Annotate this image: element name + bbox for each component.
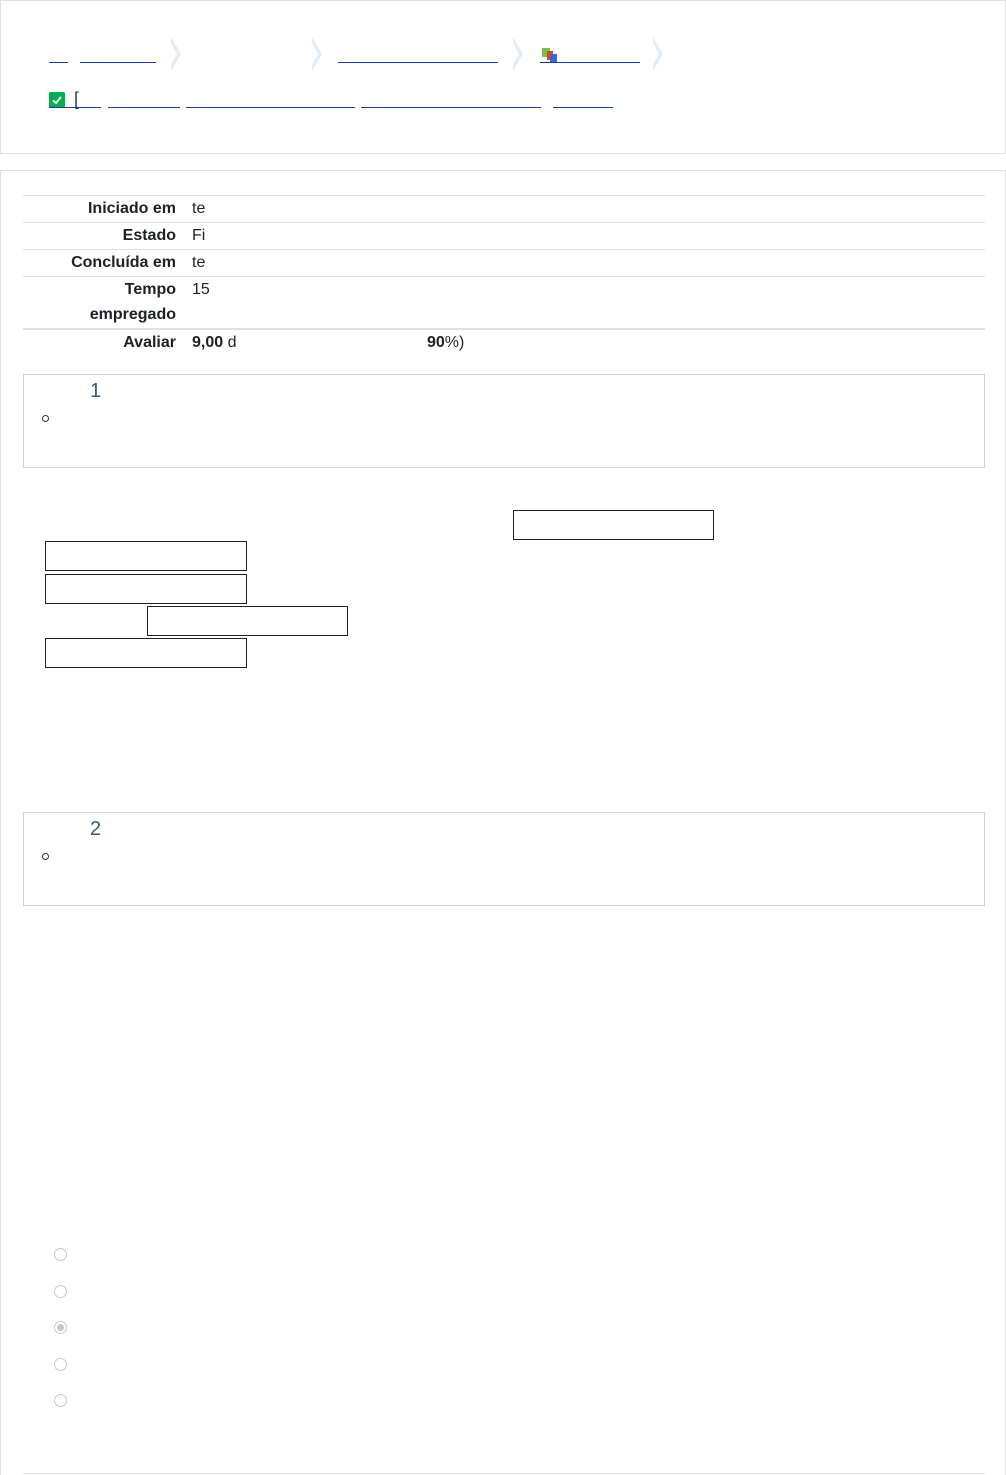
- summary-label-line: empregado: [89, 306, 176, 323]
- activity-link-2[interactable]: [186, 107, 355, 108]
- grade-percent-wrap: [427, 330, 464, 355]
- activity-link-4[interactable]: [553, 107, 613, 108]
- answer-blank-input[interactable]: [45, 574, 247, 604]
- summary-row-completed: [23, 249, 985, 276]
- answer-option-radio[interactable]: [54, 1285, 67, 1298]
- answer-blank-input[interactable]: [45, 541, 247, 571]
- activity-link-1[interactable]: [108, 107, 180, 108]
- activity-link-bracket: [: [74, 89, 80, 109]
- breadcrumb-link-2[interactable]: [338, 62, 498, 63]
- summary-row-grade: [23, 328, 985, 356]
- bullet-icon: [42, 853, 49, 860]
- answer-option-radio[interactable]: [54, 1321, 67, 1334]
- answer-blank-input[interactable]: [513, 510, 714, 540]
- summary-label: Concluída em: [71, 254, 176, 271]
- summary-label: Iniciado em: [87, 200, 176, 217]
- answer-option-radio[interactable]: [54, 1248, 67, 1261]
- breadcrumb-link-home[interactable]: [49, 62, 68, 63]
- answer-blank-input[interactable]: [147, 606, 348, 636]
- summary-label: Avaliar: [123, 334, 176, 351]
- grade-percent: 90: [427, 334, 445, 351]
- check-icon: [49, 92, 65, 108]
- question-number: 1: [90, 380, 102, 402]
- breadcrumb-separator-icon: [312, 37, 322, 71]
- summary-row-state: [23, 222, 985, 249]
- summary-value: Fi: [192, 227, 206, 244]
- bullet-icon: [42, 415, 49, 422]
- answer-option-radio[interactable]: [54, 1394, 67, 1407]
- summary-value: te: [192, 200, 206, 217]
- summary-label-line: Tempo: [124, 281, 176, 298]
- answer-blank-input[interactable]: [45, 638, 247, 668]
- grade-value: 9,00: [192, 334, 224, 351]
- quiz-review-content: [0, 170, 1006, 1475]
- summary-label: [23, 277, 176, 327]
- question-number: 2: [90, 818, 102, 840]
- question-info-box: [23, 812, 985, 906]
- breadcrumb-link-1[interactable]: [80, 62, 156, 63]
- divider: [23, 1473, 985, 1474]
- summary-value: te: [192, 254, 206, 271]
- summary-label: Estado: [122, 227, 176, 244]
- grade-of: d: [227, 334, 237, 351]
- summary-value: [192, 330, 237, 355]
- breadcrumb-separator-icon: [513, 37, 523, 71]
- page-header: [0, 0, 1006, 154]
- summary-row-started: [23, 195, 985, 222]
- grade-percent-suffix: %): [444, 334, 465, 351]
- question-info-box: [23, 374, 985, 468]
- attempt-summary-table: [23, 195, 985, 356]
- course-icon: [541, 47, 559, 63]
- breadcrumb-separator-icon: [171, 37, 181, 71]
- summary-value: 15: [192, 281, 210, 298]
- breadcrumb-link-course[interactable]: [540, 62, 640, 63]
- activity-link-3[interactable]: [361, 107, 541, 108]
- breadcrumb-separator-icon: [653, 37, 663, 71]
- answer-option-radio[interactable]: [54, 1358, 67, 1371]
- summary-row-time: [23, 276, 985, 328]
